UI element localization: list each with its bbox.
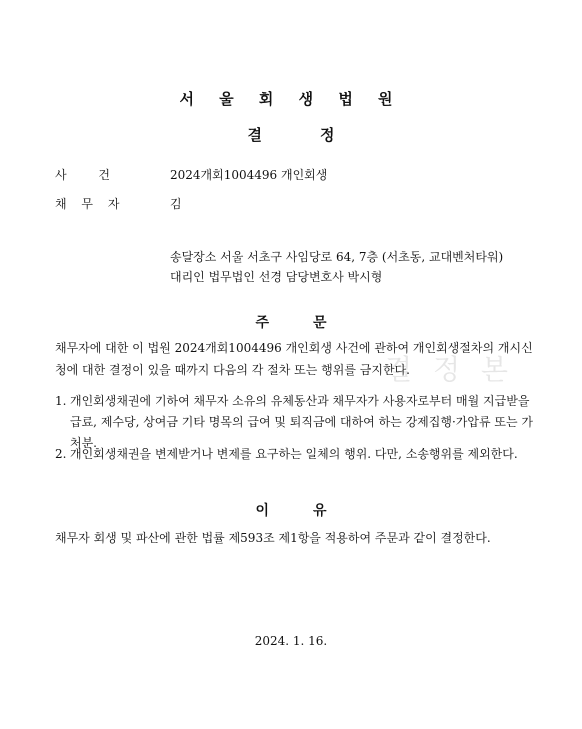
- case-value: 2024개회1004496 개인회생: [170, 168, 328, 182]
- reason-heading: 이유: [255, 503, 371, 519]
- watermark: 결 정 본: [385, 353, 514, 386]
- legal-agent: 대리인 법무법인 선경 담당변호사 박시형: [170, 270, 383, 284]
- debtor-value: 김: [170, 197, 182, 211]
- case-label: 사 건: [55, 168, 110, 182]
- service-address: 송달장소 서울 서초구 사임당로 64, 7층 (서초동, 교대벤처타워): [170, 250, 504, 264]
- list-item-number: 2.: [55, 447, 67, 461]
- list-item-text: 개인회생채권을 변제받거나 변제를 요구하는 일체의 행위. 다만, 소송행위를 제외한다.: [70, 447, 518, 461]
- list-item-number: 1.: [55, 394, 67, 408]
- list-item-text: 개인회생채권에 기하여 채무자 소유의 유체동산과 채무자가 사용자로부터 매월 지급받을 급료, 제수당, 상여금 기타 명목의 급여 및 퇴직금에 대하여 하는 강제집행·가압류 또는 가처분.: [70, 394, 533, 450]
- order-text: 채무자에 대한 이 법원 2024개회1004496 개인회생 사건에 관하여 개인회생절차의 개시신청에 대한 결정이 있을 때까지 다음의 각 절차 또는 행위를 금지한다.: [55, 341, 533, 377]
- document-type: 결정: [247, 126, 393, 144]
- reason-text: 채무자 회생 및 파산에 관한 법률 제593조 제1항을 적용하여 주문과 같이 결정한다.: [55, 531, 491, 545]
- order-heading: 주문: [255, 315, 371, 331]
- decision-date: 2024. 1. 16.: [254, 634, 328, 648]
- court-name: 서 울 회 생 법 원: [179, 90, 403, 108]
- list-item: [55, 444, 525, 465]
- debtor-label: 채 무 자: [55, 197, 120, 211]
